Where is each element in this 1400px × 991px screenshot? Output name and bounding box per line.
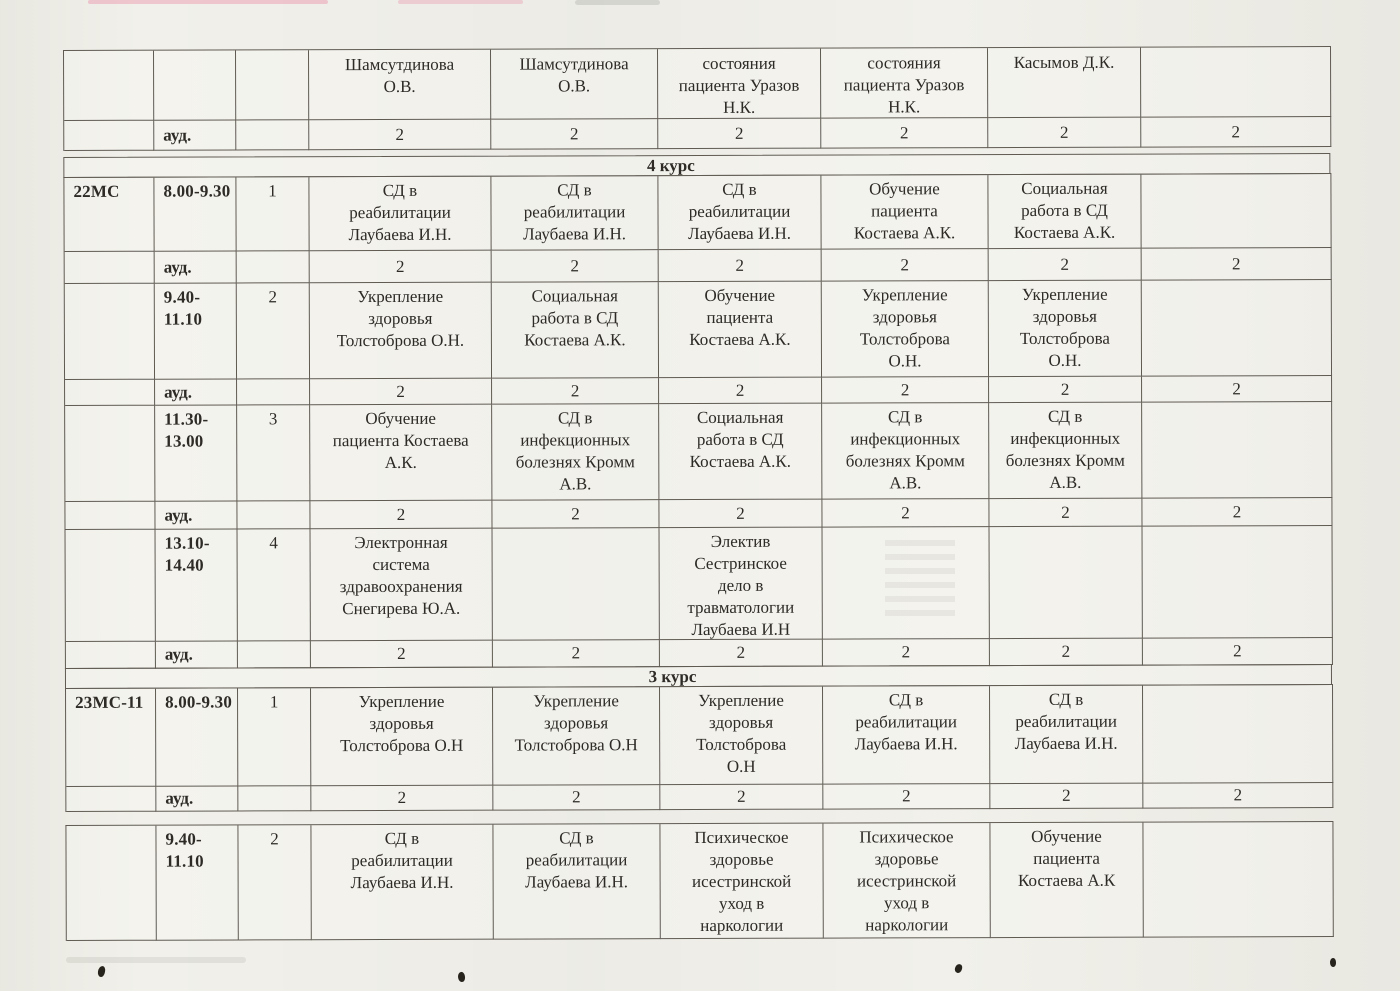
cell-room — [310, 251, 492, 284]
cell-lesson-number-text: 2 — [270, 829, 279, 849]
scan-speck — [954, 963, 963, 974]
cell-time — [156, 825, 238, 940]
cell-teacher-text: состояния пациента Уразов Н.К. — [678, 53, 800, 117]
cell-room — [823, 784, 990, 810]
cell-subject — [822, 281, 989, 378]
cell-subject — [311, 529, 493, 642]
scan-smudge — [885, 540, 955, 620]
cell-time-text: 9.40-11.10 — [163, 287, 203, 329]
course-section-label: 4 курс — [646, 155, 695, 175]
cell-room-text: 2 — [397, 643, 406, 663]
cell-room-text: 2 — [736, 503, 745, 523]
cell-subject — [1142, 280, 1332, 377]
cell-room-text: 2 — [1232, 378, 1241, 398]
cell-subject — [493, 687, 660, 786]
cell-teacher-text: Касымов Д.К. — [1013, 52, 1115, 73]
cell-lesson-number-text: 3 — [268, 409, 278, 429]
cell-room — [492, 378, 659, 405]
cell-subject-text: СД в реабилитации Лаубаева И.Н. — [350, 828, 454, 893]
cell-time — [155, 283, 237, 379]
cell-subject — [310, 283, 492, 380]
cell-teacher-text: Шамсутдинова О.В. — [344, 54, 455, 96]
schedule-block — [65, 684, 1333, 812]
lesson-row — [66, 685, 1333, 787]
cell-group — [65, 502, 155, 530]
cell-aud-label-text: ауд. — [164, 505, 193, 525]
cell-subject — [1143, 526, 1333, 639]
cell-room — [1142, 248, 1332, 281]
cell-lesson-number — [238, 641, 311, 668]
cell-subject-text: Электронная система здравоохранения Снегирева Ю.А. — [339, 532, 463, 619]
cell-time — [154, 50, 236, 120]
cell-room-text: 2 — [1232, 501, 1242, 521]
cell-room-text: 2 — [571, 503, 580, 523]
cell-aud-label — [156, 786, 238, 811]
cell-subject — [309, 177, 491, 252]
cell-subject-text: СД в инфекционных болезнях Кромм А.В. — [845, 407, 965, 493]
cell-subject — [659, 404, 822, 501]
cell-aud-label — [154, 120, 236, 150]
cell-room — [989, 499, 1142, 527]
aud-row — [64, 117, 1331, 151]
cell-subject-text: Укрепление здоровья Толстоброва О.Н. — [1019, 284, 1111, 370]
cell-subject-text: СД в инфекционных болезнях Кромм А.В. — [1005, 406, 1125, 492]
lesson-row — [65, 402, 1332, 502]
lesson-row — [66, 526, 1333, 642]
cell-lesson-number-text: 4 — [269, 533, 278, 553]
scan-speck — [1330, 958, 1337, 968]
cell-group — [64, 178, 154, 252]
cell-subject-text: Обучение пациента Костаева А.К — [1018, 826, 1116, 891]
scan-speck — [457, 971, 466, 982]
cell-room-text: 2 — [902, 786, 911, 806]
cell-room-text: 2 — [900, 254, 909, 274]
cell-aud-label-text: ауд. — [164, 644, 193, 664]
cell-room-text: 2 — [1061, 641, 1071, 661]
cell-room — [491, 119, 658, 150]
cell-time-text: 11.30-13.00 — [164, 409, 209, 451]
cell-aud-label — [155, 501, 237, 529]
cell-subject — [990, 823, 1143, 938]
cell-group — [66, 530, 156, 642]
cell-room-text: 2 — [901, 642, 911, 662]
cell-subject-text: Социальная работа в СД Костаева А.К. — [689, 407, 792, 472]
cell-lesson-number — [237, 501, 310, 529]
cell-room — [659, 378, 822, 405]
cell-lesson-number — [238, 786, 311, 811]
cell-room-text: 2 — [1060, 254, 1069, 274]
cell-lesson-number — [236, 50, 309, 120]
cell-room-text: 2 — [395, 124, 405, 144]
cell-subject-text: Обучение пациента Костаева А.К. — [689, 285, 791, 350]
cell-subject — [1143, 685, 1333, 784]
cell-subject — [990, 527, 1143, 639]
cell-lesson-number — [237, 283, 310, 379]
cell-time-text: 13.10-14.40 — [164, 533, 210, 575]
scan-artifact-pink-right — [398, 0, 523, 4]
cell-group-text: 22МС — [73, 181, 120, 201]
cell-room — [989, 249, 1142, 281]
cell-room — [822, 377, 989, 404]
cell-subject-text: СД в реабилитации Лаубаева И.Н. — [688, 179, 792, 244]
cell-group — [64, 51, 154, 121]
cell-group — [66, 826, 156, 941]
cell-subject — [990, 686, 1143, 784]
cell-group — [66, 787, 156, 812]
cell-lesson-number-text: 1 — [268, 181, 277, 201]
cell-group — [65, 406, 155, 502]
schedule-block — [63, 46, 1331, 151]
cell-subject — [493, 824, 660, 940]
cell-teacher — [821, 48, 988, 119]
cell-time — [154, 177, 236, 251]
cell-subject-text: Психическое здоровье исестринской уход в наркологии — [691, 827, 792, 936]
cell-aud-label-text: ауд. — [165, 788, 194, 808]
cell-teacher — [309, 50, 491, 121]
cell-subject — [311, 825, 493, 941]
aud-row — [65, 376, 1332, 406]
cell-room — [310, 379, 492, 406]
cell-subject — [1141, 174, 1331, 249]
cell-aud-label-text: ауд. — [163, 125, 192, 145]
cell-lesson-number — [238, 529, 311, 641]
cell-room — [660, 785, 823, 811]
scan-smudge — [66, 957, 246, 963]
cell-subject-text: СД в инфекционных болезнях Кромм А.В. — [515, 408, 635, 494]
cell-room-text: 2 — [572, 787, 581, 807]
cell-subject — [1142, 402, 1332, 499]
cell-room-text: 2 — [735, 255, 744, 275]
cell-subject — [491, 176, 658, 251]
cell-lesson-number-text: 2 — [268, 287, 278, 307]
cell-teacher — [658, 49, 821, 120]
cell-room — [660, 640, 823, 668]
cell-room-text: 2 — [571, 643, 581, 663]
cell-subject — [660, 528, 823, 641]
cell-room — [989, 377, 1142, 403]
cell-room-text: 2 — [395, 256, 405, 276]
cell-room-text: 2 — [1231, 121, 1241, 141]
cell-room — [1143, 783, 1333, 809]
cell-time-text: 8.00-9.30 — [165, 692, 233, 712]
cell-subject — [1143, 822, 1333, 938]
cell-room — [492, 250, 659, 283]
teacher-header-row — [64, 47, 1331, 121]
cell-subject-text: Укрепление здоровья Толстоброва О.Н. — [336, 286, 465, 351]
cell-subject — [659, 282, 822, 379]
cell-teacher — [988, 48, 1141, 118]
cell-room — [822, 249, 989, 282]
cell-room — [1141, 117, 1331, 148]
cell-group — [65, 380, 155, 406]
cell-lesson-number — [238, 688, 311, 786]
cell-room-text: 2 — [734, 123, 744, 143]
cell-room — [1143, 638, 1333, 666]
cell-room-text: 2 — [570, 255, 579, 275]
course-section-label: 3 курс — [648, 666, 697, 686]
cell-room-text: 2 — [899, 122, 909, 142]
cell-subject — [492, 282, 659, 379]
cell-room-text: 2 — [1060, 379, 1070, 399]
cell-room-text: 2 — [397, 787, 407, 807]
cell-time — [155, 405, 237, 501]
cell-subject — [310, 405, 492, 502]
cell-lesson-number — [236, 120, 309, 150]
cell-room — [823, 639, 990, 667]
cell-subject — [311, 688, 493, 787]
cell-group — [65, 284, 155, 380]
cell-room-text: 2 — [1061, 502, 1070, 522]
cell-time — [156, 688, 238, 786]
cell-room-text: 2 — [735, 380, 745, 400]
cell-subject-text: Обучение пациента Костаева А.К. — [853, 179, 956, 243]
cell-subject-text: СД в реабилитации Лаубаева И.Н. — [1014, 689, 1118, 754]
cell-subject-text: Укрепление здоровья Толстоброва О.Н — [514, 691, 638, 755]
cell-room — [659, 500, 822, 529]
cell-subject-text: СД в реабилитации Лаубаева И.Н. — [523, 180, 627, 244]
cell-group — [64, 121, 154, 151]
cell-room-text: 2 — [901, 502, 910, 522]
cell-room — [310, 501, 492, 530]
cell-subject-text: Электив Сестринское дело в травматологии Лаубаева И.Н — [687, 531, 795, 640]
lesson-row — [65, 280, 1332, 380]
cell-teacher — [491, 49, 658, 120]
aud-row — [66, 638, 1333, 669]
cell-room — [493, 785, 660, 811]
cell-subject — [988, 175, 1141, 249]
cell-subject-text: Психическое здоровье исестринской уход в наркологии — [856, 827, 957, 935]
lesson-row — [64, 174, 1331, 252]
cell-subject-text: Социальная работа в СД Костаева А.К. — [1013, 178, 1116, 243]
cell-subject-text: Обучение пациента Костаева А.К. — [332, 408, 469, 472]
cell-room-text: 2 — [737, 786, 746, 806]
scan-artifact-pink-left — [88, 0, 328, 4]
aud-row — [65, 498, 1332, 530]
cell-group — [66, 689, 156, 787]
scan-speck — [97, 966, 105, 978]
cell-room-text: 2 — [570, 380, 580, 400]
aud-row — [66, 783, 1333, 812]
cell-lesson-number — [237, 251, 310, 283]
cell-subject-text: Укрепление здоровья Толстоброва О.Н. — [859, 285, 951, 371]
cell-room — [1142, 498, 1332, 527]
cell-time-text: 9.40-11.10 — [165, 829, 204, 871]
cell-subject — [823, 823, 990, 939]
cell-room — [311, 641, 493, 669]
cell-group — [65, 252, 155, 284]
cell-room — [990, 784, 1143, 809]
cell-room-text: 2 — [1231, 253, 1241, 273]
cell-subject — [492, 404, 659, 501]
cell-room — [659, 250, 822, 283]
cell-room-text: 2 — [396, 504, 406, 524]
cell-aud-label-text: ауд. — [164, 382, 193, 402]
cell-subject — [660, 687, 823, 786]
scan-artifact-gray-top — [575, 0, 660, 5]
schedule-block — [63, 173, 1333, 669]
cell-aud-label-text: ауд. — [163, 257, 192, 277]
cell-lesson-number — [238, 825, 311, 940]
cell-subject — [658, 176, 821, 251]
cell-lesson-number — [236, 177, 309, 251]
cell-subject-text: Укрепление здоровья Толстоброва О.Н — [340, 691, 464, 756]
cell-lesson-number — [237, 379, 310, 405]
cell-aud-label — [155, 251, 237, 283]
cell-lesson-number — [237, 405, 310, 501]
cell-room — [492, 500, 659, 529]
cell-room-text: 2 — [900, 379, 910, 399]
cell-lesson-number-text: 1 — [269, 692, 279, 712]
cell-group — [66, 642, 156, 669]
cell-group-text: 23МС-11 — [75, 692, 144, 712]
cell-subject-text: СД в реабилитации Лаубаева И.Н. — [525, 828, 629, 892]
cell-subject-text: Укрепление здоровья Толстоброва О.Н — [696, 690, 787, 776]
cell-time-text: 8.00-9.30 — [163, 181, 231, 201]
cell-subject — [823, 686, 990, 785]
cell-room-text: 2 — [736, 642, 746, 662]
cell-subject — [660, 824, 823, 940]
cell-room — [822, 499, 989, 528]
cell-subject-text: СД в реабилитации Лаубаева И.Н. — [348, 180, 452, 245]
cell-subject — [822, 403, 989, 500]
cell-time — [156, 529, 238, 641]
schedule-block — [65, 821, 1333, 941]
cell-subject-text: СД в реабилитации Лаубаева И.Н. — [854, 690, 958, 754]
cell-room — [1142, 376, 1332, 403]
aud-row — [65, 248, 1332, 284]
cell-aud-label — [156, 641, 238, 668]
cell-room — [658, 119, 821, 150]
cell-subject — [989, 281, 1142, 377]
cell-room-text: 2 — [1062, 785, 1071, 805]
cell-subject — [989, 403, 1142, 499]
cell-teacher — [1141, 47, 1331, 118]
cell-room-text: 2 — [1233, 785, 1243, 805]
cell-room-text: 2 — [396, 381, 405, 401]
cell-room — [493, 640, 660, 668]
cell-subject — [821, 175, 988, 250]
cell-subject-text: Социальная работа в СД Костаева А.К. — [524, 286, 626, 350]
cell-room — [821, 118, 988, 149]
cell-aud-label — [155, 379, 237, 405]
cell-room-text: 2 — [1059, 122, 1069, 142]
cell-room — [309, 120, 491, 151]
cell-room — [311, 786, 493, 812]
cell-room-text: 2 — [1233, 641, 1242, 661]
cell-teacher-text: состояния пациента Уразов Н.К. — [843, 53, 965, 117]
lesson-row — [66, 822, 1333, 941]
cell-room — [988, 118, 1141, 148]
cell-subject — [493, 528, 660, 641]
cell-teacher-text: Шамсутдинова О.В. — [519, 54, 629, 96]
cell-room-text: 2 — [569, 123, 579, 143]
schedule-table — [63, 46, 1334, 941]
cell-room — [990, 639, 1143, 666]
